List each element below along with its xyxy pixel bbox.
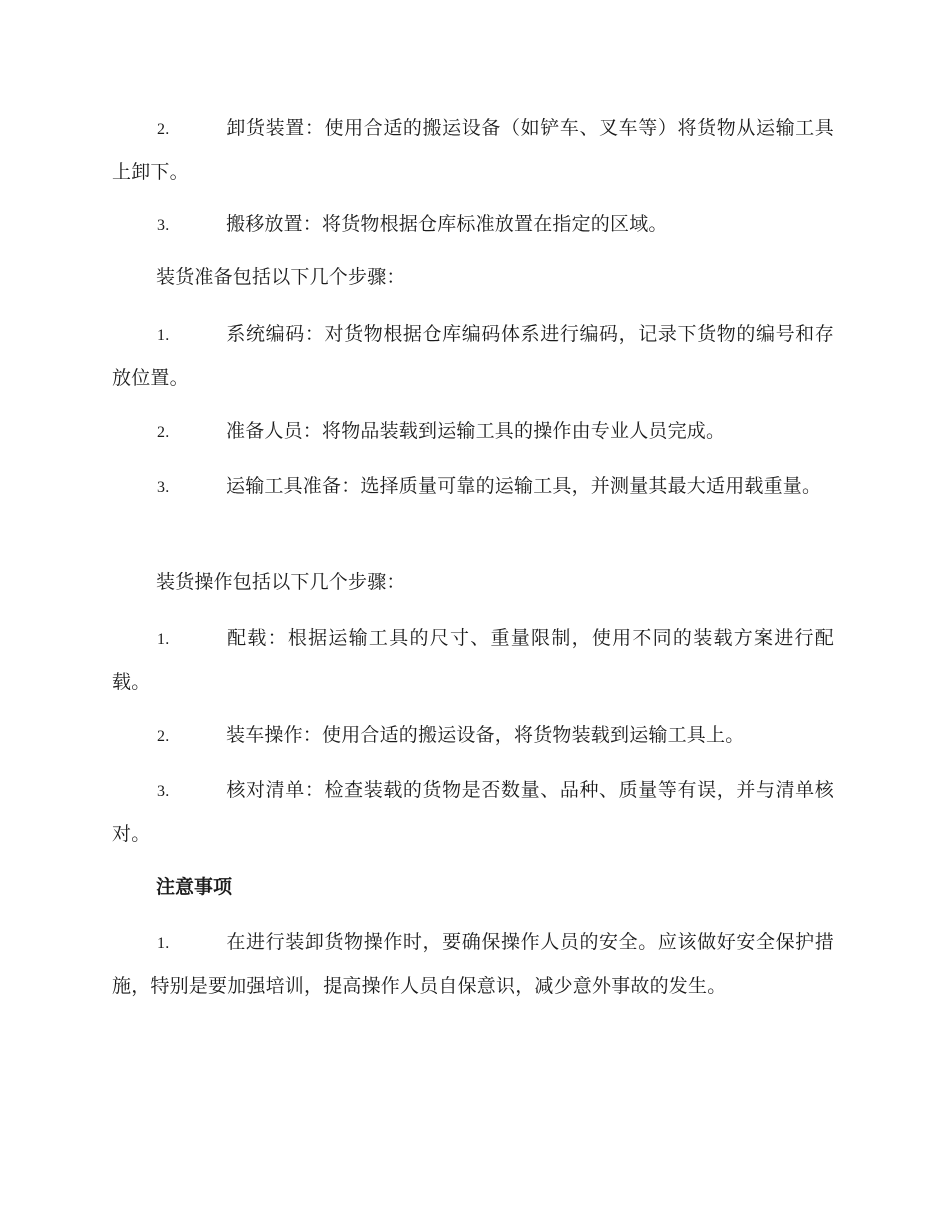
item-text: 核对清单：检查装载的货物是否数量、品种、质量等有误，并与清单核对。 (112, 779, 834, 845)
loading-prep-intro: 装货准备包括以下几个步骤： (156, 266, 406, 288)
item-number: 3. (157, 479, 170, 496)
item-text: 准备人员：将物品装载到运输工具的操作由专业人员完成。 (226, 420, 726, 442)
item-text: 系统编码：对货物根据仓库编码体系进行编码，记录下货物的编号和存放位置。 (112, 323, 834, 389)
item-text: 卸货装置：使用合适的搬运设备（如铲车、叉车等）将货物从运输工具上卸下。 (112, 117, 834, 183)
item-text: 在进行装卸货物操作时，要确保操作人员的安全。应该做好安全保护措施，特别是要加强培训，提高操作人员自保意识，减少意外事故的发生。 (112, 931, 834, 997)
list-item (112, 203, 834, 247)
item-number: 1. (157, 935, 170, 952)
list-item (112, 921, 834, 1007)
section-heading: 注意事项 (156, 876, 233, 898)
item-number: 2. (157, 424, 170, 441)
loading-ops-intro: 装货操作包括以下几个步骤： (156, 571, 406, 593)
list-item (112, 410, 834, 454)
item-number: 2. (157, 121, 170, 138)
item-text: 搬移放置：将货物根据仓库标准放置在指定的区域。 (226, 213, 668, 235)
list-item (112, 107, 834, 193)
list-item (112, 714, 834, 758)
item-number: 3. (157, 783, 170, 800)
list-item (112, 465, 834, 509)
list-item (112, 313, 834, 399)
item-text: 运输工具准备：选择质量可靠的运输工具，并测量其最大适用载重量。 (226, 475, 822, 497)
item-text: 装车操作：使用合适的搬运设备，将货物装载到运输工具上。 (226, 724, 745, 746)
list-item (112, 769, 834, 855)
item-number: 1. (157, 631, 170, 648)
item-number: 3. (157, 217, 170, 234)
list-item (112, 617, 834, 703)
item-text: 配载：根据运输工具的尺寸、重量限制，使用不同的装载方案进行配载。 (112, 627, 834, 693)
item-number: 2. (157, 728, 170, 745)
item-number: 1. (157, 327, 170, 344)
